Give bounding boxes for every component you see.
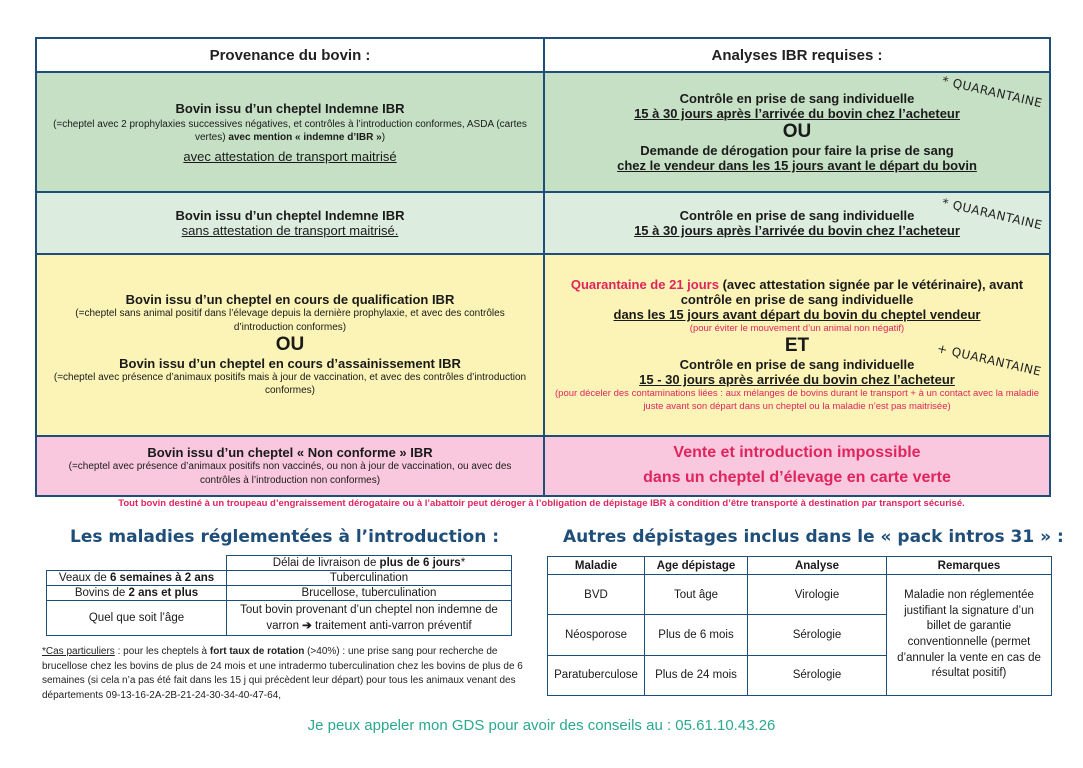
- provenance-title: Bovin issu d’un cheptel en cours d’assainissement IBR: [119, 355, 461, 371]
- age-bold: 2 ans et plus: [128, 587, 199, 599]
- analyse-line: Contrôle en prise de sang individuelle: [679, 356, 915, 372]
- ibr-row-non-conforme: [37, 435, 1049, 495]
- analyse-cell: [545, 255, 1049, 435]
- maladies-table: [46, 555, 512, 636]
- quarantaine-tag: * QUARANTAINE: [940, 195, 1044, 233]
- and-label: ET: [784, 334, 810, 356]
- table-header-row: [548, 557, 1052, 575]
- quarantaine-tag: * QUARANTAINE: [940, 73, 1044, 111]
- detail-bold: avec mention « indemne d’IBR »: [228, 132, 382, 143]
- remarque-cell: Maladie non réglementée justifiant la signature d’un billet de garantie conventionnelle (permet d’annuler la vente en cas de résultat positif): [887, 575, 1052, 696]
- header-text: Délai de livraison de: [272, 557, 380, 569]
- analyse-line: 15 à 30 jours après l’arrivée du bovin chez l’acheteur: [634, 223, 960, 238]
- analyse-note: (pour éviter le mouvement d’un animal non négatif): [689, 322, 905, 334]
- age-cell: Tout âge: [645, 575, 748, 615]
- ibr-header-row: [37, 39, 1049, 71]
- age-cell: Quel que soit l’âge: [47, 601, 227, 636]
- provenance-condition: sans attestation de transport maitrisé.: [181, 223, 399, 238]
- provenance-cell: [37, 255, 545, 435]
- detail-text: (=cheptel avec 2 prophylaxies successives négatives, et contrôles à l’introduction conformes, ASDA (cartes vertes): [53, 118, 527, 143]
- provenance-title: Bovin issu d’un cheptel Indemne IBR: [175, 100, 405, 116]
- col-remarques: Remarques: [887, 557, 1052, 575]
- cas-particuliers-note: [42, 645, 532, 703]
- test-cell: Tuberculination: [227, 571, 512, 586]
- age-bold: 6 semaines à 2 ans: [109, 572, 215, 584]
- detail-text: ): [381, 132, 386, 143]
- analyse-line: Demande de dérogation pour faire la prise de sang: [640, 142, 954, 158]
- quarantaine-rest: (avec attestation signée par le vétérinaire), avant contrôle en prise de sang individuelle: [680, 276, 1024, 307]
- test-cell: Brucellose, tuberculination: [227, 586, 512, 601]
- age-text: Bovins de: [74, 587, 129, 599]
- header-bold: plus de 6 jours: [379, 557, 461, 569]
- note-text: (>40%) : une prise sang pour recherche de brucellose chez les bovins de plus de 24 mois et une intradermo tuberculination chez les bovins de plus de 6 semaines (si cela n’a pas été fait dans les 15 j qui précèdent leur départ) pour tous les animaux venant des départements 09-13-16-2A-2B-21-24-30-34-40-47-64,: [42, 646, 523, 701]
- analyse-cell: [545, 437, 1049, 495]
- depistages-title: Autres dépistages inclus dans le « pack intros 31 » :: [563, 527, 1064, 547]
- vente-impossible: Vente et introduction impossible: [673, 444, 921, 462]
- table-row: [47, 571, 512, 586]
- analyse-cell: Sérologie: [748, 615, 887, 655]
- analyse-line: Contrôle en prise de sang individuelle: [679, 208, 915, 223]
- analyse-note: (pour déceler des contaminations liées : aux mélanges de bovins durant le transport + à un contact avec la maladie juste avant son départ dans un cheptel ou la maladie n’est pas maitrisée): [555, 387, 1039, 413]
- table-row: [47, 601, 512, 636]
- provenance-condition: avec attestation de transport maitrisé: [183, 148, 397, 164]
- header-text: *: [460, 557, 466, 569]
- provenance-detail: (=cheptel avec présence d’animaux positifs mais à jour de vaccination, et avec des contrôles d’introduction conformes): [53, 371, 527, 397]
- header-provenance: Provenance du bovin :: [37, 39, 545, 71]
- empty-cell: [47, 556, 227, 571]
- note-label: *Cas particuliers: [42, 646, 115, 657]
- age-text: Veaux de: [58, 572, 110, 584]
- ibr-row-indemne-sans-transport: [37, 191, 1049, 253]
- maladie-cell: Néosporose: [548, 615, 645, 655]
- table-row: [548, 575, 1052, 615]
- analyse-line: Contrôle en prise de sang individuelle: [679, 91, 915, 107]
- provenance-detail: [47, 118, 533, 145]
- varron-text: Tout bovin provenant d’un cheptel non indemne de: [240, 604, 498, 616]
- vente-impossible: dans un cheptel d’élevage en carte verte: [643, 469, 951, 486]
- analyse-line: 15 - 30 jours après arrivée du bovin chez l’acheteur: [639, 371, 955, 387]
- provenance-title: Bovin issu d’un cheptel en cours de qualification IBR: [125, 292, 455, 308]
- note-text: : pour les cheptels à: [114, 646, 210, 657]
- depistages-table: [547, 556, 1052, 696]
- header-analyses: Analyses IBR requises :: [711, 46, 883, 64]
- quarantaine-red: Quarantaine de 21 jours: [570, 276, 719, 292]
- quarantaine-tag: + QUARANTAINE: [936, 341, 1044, 379]
- quarantaine-line: [555, 277, 1039, 307]
- test-cell: [227, 601, 512, 636]
- age-cell: [47, 571, 227, 586]
- arrow-icon: ➔: [302, 620, 312, 633]
- table-row: [47, 586, 512, 601]
- analyse-cell: Virologie: [748, 575, 887, 615]
- provenance-title: Bovin issu d’un cheptel Indemne IBR: [175, 208, 405, 223]
- maladie-cell: BVD: [548, 575, 645, 615]
- footnote-transport: Tout bovin destiné à un troupeau d’engraissement dérogataire ou à l’abattoir peut déroger à l’obligation de dépistage IBR à condition d’être transporté à destination par transport sécurisé.: [118, 498, 965, 509]
- analyse-line: dans les 15 jours avant départ du bovin du cheptel vendeur: [613, 306, 981, 322]
- maladie-cell: Paratuberculose: [548, 655, 645, 695]
- age-cell: Plus de 24 mois: [645, 655, 748, 695]
- or-label: OU: [275, 334, 305, 356]
- note-bold: fort taux de rotation: [209, 646, 305, 657]
- table-row: [47, 556, 512, 571]
- varron-text: varron: [266, 620, 303, 633]
- provenance-detail: (=cheptel sans animal positif dans l’élevage depuis la dernière prophylaxie, et avec des contrôles d’introduction conformes): [75, 308, 505, 333]
- col-analyse: Analyse: [748, 557, 887, 575]
- varron-text: traitement anti-varron préventif: [311, 620, 472, 633]
- ibr-table: [35, 37, 1051, 497]
- analyse-cell: [545, 73, 1049, 191]
- delai-header: [227, 556, 512, 571]
- analyse-cell: [545, 193, 1049, 253]
- col-age: Age dépistage: [645, 557, 748, 575]
- analyse-line: 15 à 30 jours après l’arrivée du bovin chez l’acheteur: [634, 106, 960, 122]
- age-cell: [47, 586, 227, 601]
- maladies-title: Les maladies réglementées à l’introduction :: [70, 527, 500, 547]
- ibr-row-qualification: [37, 253, 1049, 435]
- provenance-title: Bovin issu d’un cheptel « Non conforme » IBR: [147, 445, 433, 460]
- provenance-detail: (=cheptel avec présence d’animaux positifs non vaccinés, ou non à jour de vaccination, ou avec des contrôles à l’introduction non conformes): [68, 461, 512, 486]
- provenance-cell: [37, 437, 545, 495]
- age-cell: Plus de 6 mois: [645, 615, 748, 655]
- or-label: OU: [782, 121, 812, 143]
- analyse-cell: Sérologie: [748, 655, 887, 695]
- provenance-cell: [37, 193, 545, 253]
- contact-line: Je peux appeler mon GDS pour avoir des conseils au : 05.61.10.43.26: [307, 717, 776, 734]
- ibr-row-indemne-transport: [37, 71, 1049, 191]
- col-maladie: Maladie: [548, 557, 645, 575]
- provenance-cell: [37, 73, 545, 191]
- analyse-line: chez le vendeur dans les 15 jours avant le départ du bovin: [617, 157, 977, 173]
